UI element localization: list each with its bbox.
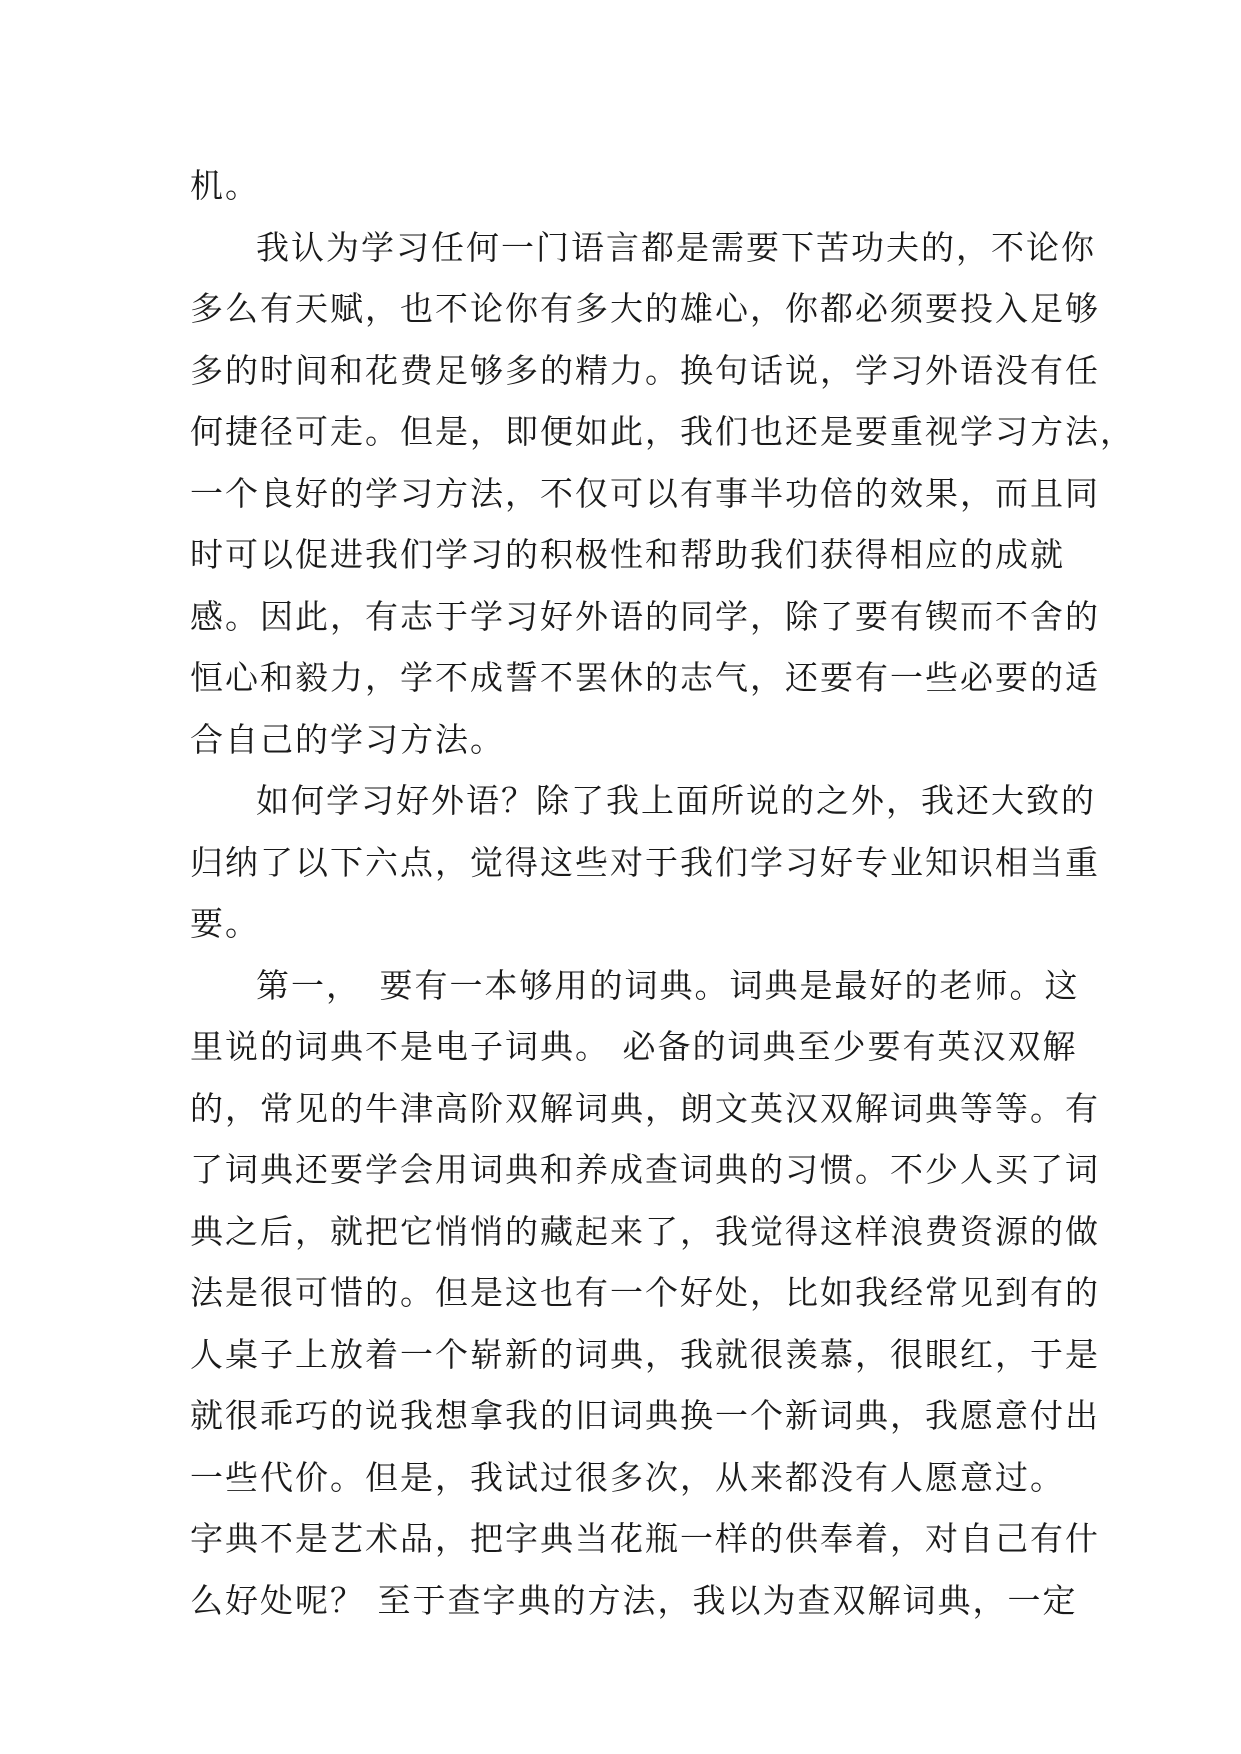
text-line: 时可以促进我们学习的积极性和帮助我们获得相应的成就 xyxy=(190,535,1065,574)
text-line: 多的时间和花费足够多的精力。换句话说，学习外语没有任 xyxy=(190,350,1100,390)
text-line: 要。 xyxy=(190,904,260,943)
text-line: 一些代价。但是，我试过很多次，从来都没有人愿意过。 xyxy=(190,1457,1065,1497)
text-line: 感。因此，有志于学习好外语的同学，除了要有锲而不舍的 xyxy=(190,596,1100,636)
text-line: 机。 xyxy=(190,166,260,205)
text-line: 法是很可惜的。但是这也有一个好处，比如我经常见到有的 xyxy=(190,1273,1100,1312)
paragraph-first-line: 第一， 要有一本够用的词典。词典是最好的老师。这 xyxy=(256,965,1080,1005)
paragraph-first-line: 我认为学习任何一门语言都是需要下苦功夫的，不论你 xyxy=(256,227,1096,267)
text-line: 的，常见的牛津高阶双解词典，朗文英汉双解词典等等。有 xyxy=(190,1088,1100,1128)
text-line: 么好处呢？ 至于查字典的方法，我以为查双解词典，一定 xyxy=(190,1580,1078,1620)
text-line: 了词典还要学会用词典和养成查词典的习惯。不少人买了词 xyxy=(190,1150,1100,1189)
document-body xyxy=(190,155,1135,1631)
paragraph-first-line: 如何学习好外语？除了我上面所说的之外，我还大致的 xyxy=(256,781,1096,820)
text-line: 合自己的学习方法。 xyxy=(190,719,505,759)
text-line: 人桌子上放着一个崭新的词典，我就很羡慕，很眼红，于是 xyxy=(190,1334,1100,1374)
text-line: 一个良好的学习方法，不仅可以有事半功倍的效果，而且同 xyxy=(190,473,1100,513)
text-line: 何捷径可走。但是，即便如此，我们也还是要重视学习方法， xyxy=(190,412,1135,451)
text-line: 字典不是艺术品，把字典当花瓶一样的供奉着，对自己有什 xyxy=(190,1519,1100,1558)
text-line: 恒心和毅力，学不成誓不罢休的志气，还要有一些必要的适 xyxy=(190,658,1100,697)
text-line: 就很乖巧的说我想拿我的旧词典换一个新词典，我愿意付出 xyxy=(190,1396,1100,1435)
text-line: 多么有天赋，也不论你有多大的雄心，你都必须要投入足够 xyxy=(190,289,1100,328)
text-line: 里说的词典不是电子词典。 必备的词典至少要有英汉双解 xyxy=(190,1027,1078,1066)
text-line: 归纳了以下六点，觉得这些对于我们学习好专业知识相当重 xyxy=(190,842,1100,882)
text-line: 典之后，就把它悄悄的藏起来了，我觉得这样浪费资源的做 xyxy=(190,1211,1100,1251)
